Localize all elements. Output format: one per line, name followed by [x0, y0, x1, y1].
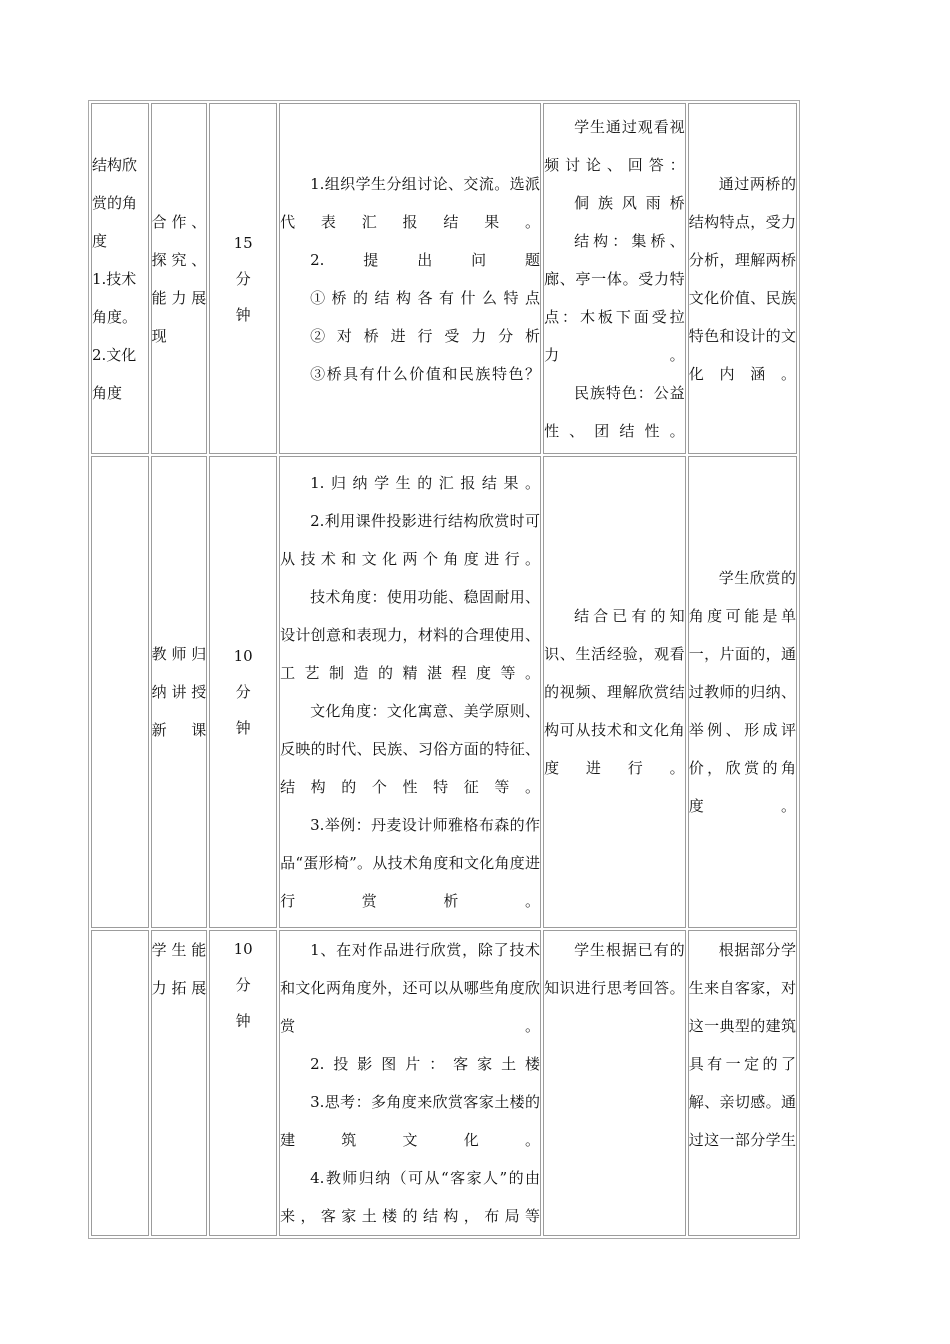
time-cell	[209, 930, 277, 1236]
time-cell	[209, 103, 277, 454]
teacher-paragraph: 技术角度：使用功能、稳固耐用、设计创意和表现力，材料的合理使用、工艺制造的精湛程度等。	[280, 588, 541, 682]
student-activity-cell	[543, 103, 686, 454]
teacher-paragraph: ③桥具有什么价值和民族特色？	[310, 364, 541, 383]
design-intent-cell	[688, 456, 797, 928]
activity-cell: 学生能力拓展	[151, 930, 208, 1236]
time-number: 10	[233, 940, 253, 958]
student-paragraph: 结合已有的知识、生活经验，观看的视频、理解欣赏结构可从技术和文化角度进行。	[544, 607, 685, 777]
teacher-paragraph: ②对桥进行受力分析	[310, 326, 541, 345]
student-paragraph: 民族特色：公益性、团结性。	[544, 383, 685, 440]
time-unit: 钟	[235, 1012, 251, 1030]
stage-line: 1.技术角度。	[92, 269, 138, 326]
teacher-paragraph: ①桥的结构各有什么特点	[310, 288, 541, 307]
teacher-activity-cell	[279, 456, 541, 928]
stage-cell	[91, 103, 149, 454]
time-cell	[209, 456, 277, 928]
design-intent-cell	[688, 103, 797, 454]
time-unit: 钟	[235, 305, 251, 324]
intent-paragraph: 根据部分学生来自客家，对这一典型的建筑具有一定的了解、亲切感。通过这一部分学生	[688, 941, 796, 1149]
table-row	[91, 930, 797, 1236]
teacher-activity-cell	[279, 930, 541, 1236]
design-intent-cell	[688, 930, 797, 1236]
time-unit: 钟	[235, 719, 251, 737]
teacher-paragraph: 4.教师归纳（可从“客家人”的由来，客家土楼的结构，布局等	[280, 1169, 541, 1225]
time-number: 15	[233, 233, 253, 252]
teacher-paragraph: 3.思考：多角度来欣赏客家土楼的建筑文化。	[280, 1093, 541, 1149]
stage-cell	[91, 930, 149, 1236]
stage-line: 结构欣赏的角度	[92, 155, 138, 250]
teacher-paragraph: 1.归纳学生的汇报结果。	[310, 474, 541, 492]
teacher-activity-cell	[279, 103, 541, 454]
teacher-paragraph: 3.举例：丹麦设计师雅格布森的作品“蛋形椅”。从技术角度和文化角度进行赏析。	[280, 816, 541, 910]
teacher-paragraph: 1.组织学生分组讨论、交流。选派代表汇报结果。	[280, 174, 541, 231]
time-number: 10	[233, 647, 253, 665]
teacher-paragraph: 文化角度：文化寓意、美学原则、反映的时代、民族、习俗方面的特征、结构的个性特征等。	[280, 702, 541, 796]
stage-cell	[91, 456, 149, 928]
student-paragraph: 学生根据已有的知识进行思考回答。	[544, 941, 685, 997]
lesson-plan-table	[88, 100, 800, 1239]
student-paragraph: 学生通过观看视频讨论、回答：	[544, 117, 685, 174]
intent-paragraph: 通过两桥的结构特点，受力分析，理解两桥文化价值、民族特色和设计的文化内涵。	[688, 174, 796, 383]
student-paragraph: 侗族风雨桥	[574, 193, 685, 212]
activity-cell: 教师归纳讲授新课	[151, 456, 208, 928]
time-unit: 分	[235, 976, 251, 994]
time-unit: 分	[235, 269, 251, 288]
student-activity-cell	[543, 930, 686, 1236]
intent-paragraph: 学生欣赏的角度可能是单一，片面的，通过教师的归纳、举例、形成评价，欣赏的角度。	[688, 569, 796, 815]
teacher-paragraph: 2.利用课件投影进行结构欣赏时可从技术和文化两个角度进行。	[280, 512, 541, 568]
activity-cell: 合作、探究、能力展现	[151, 103, 208, 454]
time-unit: 分	[235, 683, 251, 701]
stage-line: 2.文化角度	[92, 345, 137, 402]
table-row	[91, 103, 797, 454]
teacher-paragraph: 2.投影图片：客家土楼	[310, 1055, 541, 1073]
student-activity-cell	[543, 456, 686, 928]
table-row	[91, 456, 797, 928]
student-paragraph: 结构：集桥、廊、亭一体。受力特点：木板下面受拉力。	[544, 231, 685, 364]
teacher-paragraph: 2.提出问题	[310, 250, 541, 269]
teacher-paragraph: 1、在对作品进行欣赏，除了技术和文化两角度外，还可以从哪些角度欣赏。	[280, 941, 541, 1035]
